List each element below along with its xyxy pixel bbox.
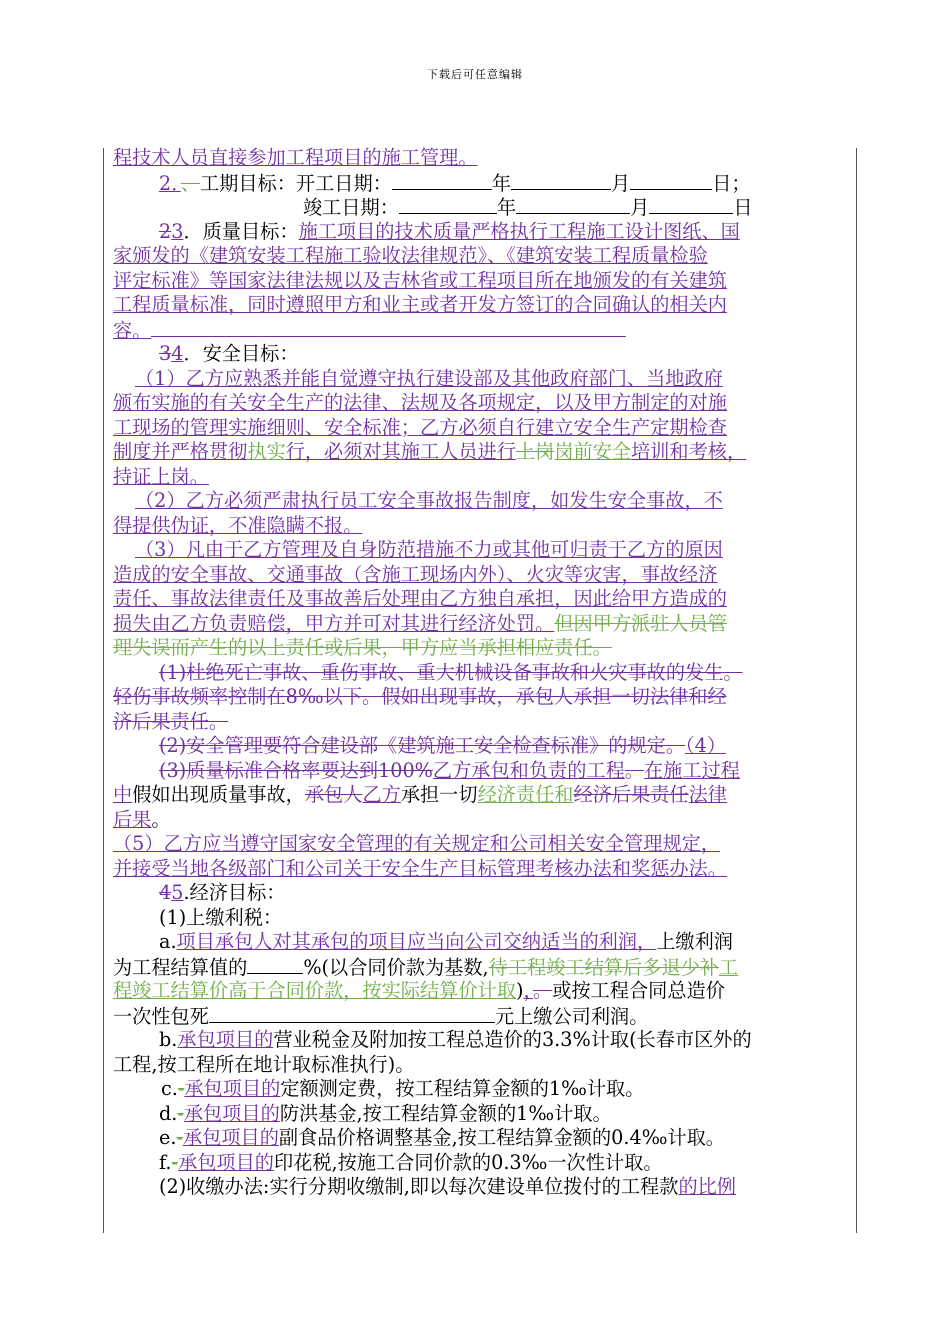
inserted-text: 程技术人员直接参加工程项目的施工管理。 xyxy=(113,146,478,169)
revision-margin-bar-right xyxy=(856,148,857,1233)
inserted-text: 承包项目的 xyxy=(183,1101,280,1125)
text-run: 月 xyxy=(630,196,650,219)
text-run: f. xyxy=(159,1150,172,1174)
fill-blank xyxy=(630,171,712,190)
text-run: d. xyxy=(159,1101,178,1125)
fill-blank xyxy=(151,318,626,337)
inserted-text: 持证上岗。 xyxy=(113,464,209,488)
fill-blank xyxy=(247,955,303,974)
deleted-text: 、 xyxy=(180,171,200,195)
inserted-text: 执实 xyxy=(247,440,286,463)
text-run: 。 xyxy=(151,807,171,831)
text-line xyxy=(113,489,843,514)
deleted-text: 4 xyxy=(159,881,172,904)
inserted-text: 中 xyxy=(113,783,133,806)
text-run: %(以合同价款为基数, xyxy=(303,955,489,979)
deleted-text: (2)安全管理要符合建设部《建筑施工安全检查标准》的规定。 xyxy=(159,734,686,757)
text-run: 上缴利润 xyxy=(656,930,733,953)
inserted-text: 的比例 xyxy=(678,1175,736,1198)
text-line xyxy=(113,293,843,318)
inserted-text: 乙方承包和负责的工程 xyxy=(432,758,625,782)
inserted-text: 岗前安全 xyxy=(554,440,632,463)
deleted-text: 轻伤事故频率控制在8‰以下。假如出现事故，承包人承担一切法律和经 xyxy=(113,685,727,708)
fill-blank xyxy=(392,171,492,190)
inserted-text: 损失由乙方负责赔偿，甲方并可对其进行经济处罚。 xyxy=(113,611,555,635)
text-run: ．质量目标： xyxy=(183,219,299,243)
text-line xyxy=(113,342,843,367)
inserted-text: 在施工过程 xyxy=(643,758,740,782)
revision-margin-bar-left xyxy=(103,148,104,1233)
text-line xyxy=(113,1077,843,1102)
text-line xyxy=(113,661,843,686)
text-line xyxy=(113,955,843,980)
document-body xyxy=(113,146,843,1200)
inserted-text: 制度并严格贯彻 xyxy=(113,440,248,463)
inserted-text: 造成的安全事故、交通事故（含施工现场内外）、火灾等灾害，事故经济 xyxy=(113,562,718,586)
text-line xyxy=(113,587,843,612)
text-run: 一次性包死 xyxy=(113,1004,209,1028)
text-line xyxy=(113,857,843,882)
inserted-text: 后果 xyxy=(113,807,152,831)
inserted-text: 工现场的管理实施细则、安全标准；乙方必须自行建立安全生产定期检查 xyxy=(113,415,727,439)
text-run: 营业税金及附加按工程总造价的3.3%计取(长春市区外的 xyxy=(273,1028,752,1051)
text-run: 副食品价格调整基金,按工程结算金额的0.4‰计取。 xyxy=(278,1126,725,1149)
text-run: ) xyxy=(515,979,524,1002)
text-line xyxy=(113,1028,843,1053)
deleted-text: 。 xyxy=(624,758,644,782)
inserted-text: 得提供伪证，不准隐瞒不报。 xyxy=(113,513,363,537)
text-line xyxy=(113,367,843,392)
fill-blank xyxy=(649,195,733,214)
inserted-text: （1）乙方应熟悉并能自觉遵守执行建设部及其他政府部门、当地政府 xyxy=(135,366,723,390)
text-line xyxy=(113,808,843,833)
inserted-text: 行，必须对其施工人员进行 xyxy=(285,440,516,463)
fill-blank xyxy=(511,171,611,190)
inserted-text: 经济责任和 xyxy=(477,783,574,806)
text-line xyxy=(113,391,843,416)
text-line xyxy=(113,318,843,343)
text-run: (1)上缴利税： xyxy=(159,905,283,929)
inserted-text: 工程质量标准，同时遵照甲方和业主或者开发方签订的合同确认的相关内 xyxy=(113,293,727,316)
text-run: 假如出现质量事故， xyxy=(132,783,305,806)
text-line xyxy=(113,269,843,294)
text-run: 承担一切 xyxy=(400,783,478,806)
text-run: ．安全目标： xyxy=(183,342,299,365)
deleted-text: 理失误而产生的以上责任或后果，甲方应当承担相应责任。 xyxy=(113,636,612,659)
text-line xyxy=(113,832,843,857)
deleted-text: 。 xyxy=(533,979,553,1002)
inserted-text: 项目承包人对其承包的项目应当向公司交纳适当的利润， xyxy=(176,930,657,953)
inserted-text: （5）乙方应当遵守国家安全管理的有关规定和公司相关安全管理规定， xyxy=(113,832,721,855)
deleted-text: 待工程竣工结算后多退少补 xyxy=(488,955,719,979)
deleted-text: (3)质量标准合格率要达到100% xyxy=(159,758,433,782)
text-run: 工期目标：开工日期： xyxy=(199,171,392,195)
text-run: c. xyxy=(161,1077,178,1100)
text-line xyxy=(113,146,843,171)
text-line xyxy=(113,612,843,637)
inserted-text: 法律 xyxy=(688,783,727,806)
inserted-text: 乙方 xyxy=(362,783,401,806)
deleted-text: - xyxy=(177,1101,184,1125)
inserted-text: （4） xyxy=(685,734,727,757)
text-run: 定额测定费，按工程结算金额的1‰计取。 xyxy=(280,1077,645,1100)
text-line xyxy=(113,171,843,196)
text-line xyxy=(113,759,843,784)
deleted-text: 上岗 xyxy=(515,440,555,463)
text-run: 竣工日期： xyxy=(303,196,399,219)
inserted-text: 并接受当地各级部门和公司关于安全生产目标管理考核办法和奖惩办法。 xyxy=(113,856,727,880)
inserted-text: 承包项目的 xyxy=(184,1077,281,1100)
inserted-text: ， xyxy=(523,979,534,1002)
inserted-text: 2． xyxy=(159,171,181,195)
page-header: 下载后可任意编辑 xyxy=(427,68,523,81)
text-run: (2)收缴办法:实行分期收缴制,即以每次建设单位拨付的工程款 xyxy=(159,1175,679,1198)
text-line xyxy=(113,636,843,661)
inserted-text: （2）乙方必须严肃执行员工安全事故报告制度，如发生安全事故，不 xyxy=(135,489,723,512)
text-line xyxy=(113,440,843,465)
deleted-text: 2 xyxy=(159,219,172,243)
text-run: 工程,按工程所在地计取标准执行)。 xyxy=(113,1052,415,1076)
text-run: 日； xyxy=(712,171,751,195)
inserted-text: 培训和考核， xyxy=(631,440,747,463)
text-run: 元上缴公司利润。 xyxy=(494,1004,649,1028)
inserted-text: 5 xyxy=(171,881,184,904)
text-line xyxy=(113,1126,843,1151)
deleted-text: 经济后果责任 xyxy=(573,783,689,806)
inserted-text: 承包项目的 xyxy=(178,1150,274,1174)
text-run: 日 xyxy=(733,196,753,219)
inserted-text: 责任、事故法律责任及事故善后处理由乙方独自承担，因此给甲方造成的 xyxy=(113,587,727,610)
text-line xyxy=(113,1053,843,1078)
text-run: a. xyxy=(159,930,177,953)
inserted-text: 家颁发的《建筑安装工程施工验收法律规范》、《建筑安装工程质量检验 xyxy=(113,244,708,267)
deleted-text: - xyxy=(176,1126,183,1149)
text-line xyxy=(113,1151,843,1176)
inserted-text: （3）凡由于乙方管理及自身防范措施不力或其他可归责于乙方的原因 xyxy=(135,538,723,561)
text-line xyxy=(113,195,843,220)
deleted-text: - xyxy=(177,1077,185,1100)
inserted-text: 工 xyxy=(718,955,739,979)
text-run: e. xyxy=(159,1126,177,1149)
deleted-text: - xyxy=(171,1150,179,1174)
text-run: .经济目标： xyxy=(183,881,286,904)
text-line xyxy=(113,1175,843,1200)
fill-blank xyxy=(209,1004,495,1023)
text-line xyxy=(113,244,843,269)
text-line xyxy=(113,881,843,906)
deleted-text: 3 xyxy=(159,342,172,365)
inserted-text: 4 xyxy=(171,342,184,365)
inserted-text: 程竣工结算价高于合同价款，按实际结算价计取 xyxy=(113,979,516,1002)
text-line xyxy=(113,1102,843,1127)
fill-blank xyxy=(399,195,497,214)
deleted-text: 承包人 xyxy=(304,783,363,806)
text-line xyxy=(113,930,843,955)
text-run: 年 xyxy=(491,171,512,195)
text-run: 或按工程合同总造价 xyxy=(552,979,725,1002)
fill-blank xyxy=(516,195,630,214)
text-run: 防洪基金,按工程结算金额的1‰计取。 xyxy=(279,1101,612,1125)
text-line xyxy=(113,465,843,490)
text-run: 年 xyxy=(496,196,517,219)
text-line xyxy=(113,416,843,441)
text-line xyxy=(113,220,843,245)
deleted-text: (1)杜绝死亡事故、重伤事故、重大机械设备事故和火灾事故的发生。 xyxy=(159,660,743,684)
text-run: 月 xyxy=(611,171,631,195)
text-line xyxy=(113,906,843,931)
inserted-text: 颁布实施的有关安全生产的法律、法规及各项规定，以及甲方制定的对施 xyxy=(113,391,727,414)
text-line xyxy=(113,979,843,1004)
text-run: 印花税,按施工合同价款的0.3‰一次性计取。 xyxy=(273,1150,663,1174)
text-line xyxy=(113,734,843,759)
text-line xyxy=(113,514,843,539)
inserted-text: 承包项目的 xyxy=(177,1028,274,1051)
deleted-text: 济后果责任。 xyxy=(113,709,229,733)
text-run: b. xyxy=(159,1028,178,1051)
deleted-text: 但因甲方派驻人员管 xyxy=(554,611,727,635)
inserted-text: 评定标准》等国家法律法规以及吉林省或工程项目所在地颁发的有关建筑 xyxy=(113,268,727,292)
text-line xyxy=(113,685,843,710)
inserted-text: 承包项目的 xyxy=(182,1126,279,1149)
inserted-text: 施工项目的技术质量严格执行工程施工设计图纸、国 xyxy=(298,219,740,243)
inserted-text: 3 xyxy=(171,219,184,243)
text-line xyxy=(113,1004,843,1029)
text-line xyxy=(113,563,843,588)
text-line xyxy=(113,538,843,563)
inserted-text: 容。 xyxy=(113,318,152,342)
text-line xyxy=(113,783,843,808)
text-line xyxy=(113,710,843,735)
text-run: 为工程结算值的 xyxy=(113,955,248,979)
